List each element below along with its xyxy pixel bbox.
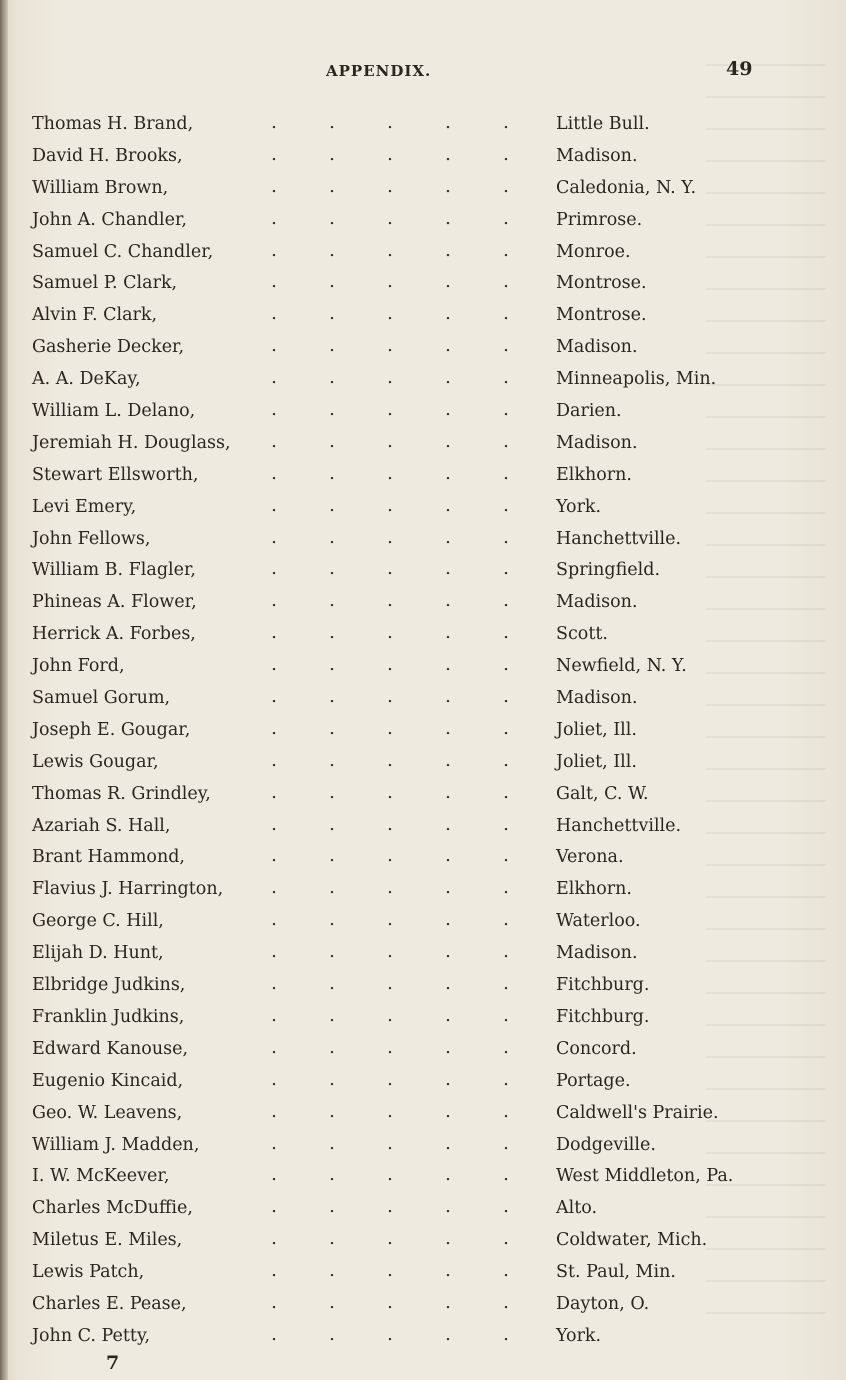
page-number: 49: [726, 58, 753, 80]
student-residence: Coldwater, Mich.: [556, 1230, 708, 1251]
dot-leader: . . . . .: [271, 686, 509, 708]
student-name: Thomas R. Grindley,: [32, 783, 211, 804]
student-residence: York.: [556, 1325, 602, 1346]
dot-leader: . . . . .: [271, 1068, 509, 1090]
dot-leader: . . . . .: [271, 1164, 509, 1186]
student-residence: Scott.: [556, 624, 608, 645]
dot-leader: . . . . .: [271, 1036, 509, 1058]
dot-leader: . . . . .: [271, 813, 509, 835]
dot-leader: . . . . .: [271, 1323, 509, 1345]
student-residence: Springfield.: [556, 560, 661, 581]
dot-leader: . . . . .: [271, 462, 509, 484]
student-residence: Galt, C. W.: [556, 783, 649, 804]
list-item: [0, 652, 846, 684]
student-residence: Verona.: [556, 847, 624, 868]
student-name: I. W. McKeever,: [32, 1166, 170, 1187]
student-name: Samuel P. Clark,: [32, 273, 178, 294]
student-residence: York.: [556, 496, 602, 517]
list-item: [0, 971, 846, 1003]
dot-leader: . . . . .: [271, 494, 509, 516]
list-item: [0, 1035, 846, 1067]
student-name: George C. Hill,: [32, 911, 164, 932]
student-residence: Hanchettville.: [556, 815, 682, 836]
student-residence: Madison.: [556, 432, 638, 453]
student-residence: Madison.: [556, 688, 638, 709]
student-name: Samuel C. Chandler,: [32, 241, 214, 262]
list-item: [0, 1099, 846, 1131]
student-residence: Madison.: [556, 145, 638, 166]
dot-leader: . . . . .: [271, 973, 509, 995]
student-name: Thomas H. Brand,: [32, 114, 194, 134]
dot-leader: . . . . .: [271, 112, 509, 133]
dot-leader: . . . . .: [271, 1260, 509, 1282]
dot-leader: . . . . .: [271, 143, 509, 165]
student-residence: Darien.: [556, 401, 622, 422]
dot-leader: . . . . .: [271, 877, 509, 899]
dot-leader: . . . . .: [271, 399, 509, 421]
student-name: William L. Delano,: [32, 401, 196, 422]
list-item: [0, 174, 846, 206]
student-list: [0, 110, 846, 1354]
student-residence: Portage.: [556, 1070, 631, 1091]
student-name: Charles E. Pease,: [32, 1293, 187, 1314]
dot-leader: . . . . .: [271, 558, 509, 580]
student-name: William Brown,: [32, 177, 169, 198]
student-residence: Waterloo.: [556, 911, 641, 932]
list-item: [0, 780, 846, 812]
list-item: [0, 1003, 846, 1035]
student-name: Phineas A. Flower,: [32, 592, 197, 613]
student-residence: Elkhorn.: [556, 464, 632, 485]
list-item: [0, 1194, 846, 1226]
list-item: [0, 206, 846, 238]
dot-leader: . . . . .: [271, 1228, 509, 1250]
list-item: [0, 588, 846, 620]
list-item: [0, 1258, 846, 1290]
student-name: Gasherie Decker,: [32, 337, 185, 358]
student-name: Charles McDuffie,: [32, 1198, 193, 1219]
student-name: John Fellows,: [32, 528, 151, 549]
list-item: [0, 110, 846, 142]
student-name: John A. Chandler,: [32, 209, 187, 230]
student-residence: West Middleton, Pa.: [556, 1166, 734, 1187]
student-residence: Dodgeville.: [556, 1134, 656, 1155]
dot-leader: . . . . .: [271, 749, 509, 771]
student-name: Eugenio Kincaid,: [32, 1070, 184, 1091]
student-name: Azariah S. Hall,: [32, 815, 171, 836]
list-item: [0, 397, 846, 429]
list-item: [0, 684, 846, 716]
dot-leader: . . . . .: [271, 1100, 509, 1122]
dot-leader: . . . . .: [271, 1291, 509, 1313]
list-item: [0, 907, 846, 939]
dot-leader: . . . . .: [271, 430, 509, 452]
student-name: Edward Kanouse,: [32, 1038, 189, 1059]
student-residence: Caledonia, N. Y.: [556, 177, 697, 198]
list-item: [0, 1067, 846, 1099]
list-item: [0, 1290, 846, 1322]
dot-leader: . . . . .: [271, 717, 509, 739]
student-name: Elijah D. Hunt,: [32, 943, 164, 964]
student-residence: Little Bull.: [556, 114, 650, 134]
student-name: Brant Hammond,: [32, 847, 185, 868]
student-residence: Alto.: [556, 1198, 598, 1219]
student-name: Samuel Gorum,: [32, 688, 171, 709]
dot-leader: . . . . .: [271, 590, 509, 612]
list-item: [0, 875, 846, 907]
list-item: [0, 939, 846, 971]
student-residence: Concord.: [556, 1038, 637, 1059]
dot-leader: . . . . .: [271, 367, 509, 389]
student-residence: Montrose.: [556, 273, 647, 294]
student-name: Elbridge Judkins,: [32, 975, 186, 996]
list-item: [0, 812, 846, 844]
dot-leader: . . . . .: [271, 1004, 509, 1026]
list-item: [0, 1131, 846, 1163]
student-name: Lewis Patch,: [32, 1262, 145, 1283]
student-residence: Joliet, Ill.: [556, 719, 637, 740]
dot-leader: . . . . .: [271, 654, 509, 676]
student-name: Stewart Ellsworth,: [32, 464, 199, 485]
student-name: A. A. DeKay,: [32, 369, 141, 390]
dot-leader: . . . . .: [271, 526, 509, 548]
student-name: Flavius J. Harrington,: [32, 879, 224, 900]
student-name: Geo. W. Leavens,: [32, 1102, 183, 1123]
list-item: [0, 429, 846, 461]
dot-leader: . . . . .: [271, 1196, 509, 1218]
dot-leader: . . . . .: [271, 909, 509, 931]
student-residence: Joliet, Ill.: [556, 751, 637, 772]
list-item: [0, 748, 846, 780]
dot-leader: . . . . .: [271, 239, 509, 261]
list-item: [0, 1226, 846, 1258]
list-item: [0, 365, 846, 397]
running-head: APPENDIX.: [326, 62, 432, 80]
list-item: [0, 333, 846, 365]
list-item: [0, 493, 846, 525]
student-residence: Hanchettville.: [556, 528, 682, 549]
student-name: Miletus E. Miles,: [32, 1230, 183, 1251]
student-residence: Elkhorn.: [556, 879, 632, 900]
student-name: John Ford,: [32, 656, 125, 677]
dot-leader: . . . . .: [271, 335, 509, 357]
student-residence: Madison.: [556, 943, 638, 964]
student-residence: Monroe.: [556, 241, 631, 262]
signature-mark: 7: [106, 1352, 120, 1374]
student-name: William B. Flagler,: [32, 560, 196, 581]
student-name: Franklin Judkins,: [32, 1006, 185, 1027]
student-residence: Madison.: [556, 592, 638, 613]
student-name: John C. Petty,: [32, 1325, 151, 1346]
list-item: [0, 1322, 846, 1354]
student-residence: Montrose.: [556, 305, 647, 326]
student-residence: Fitchburg.: [556, 975, 650, 996]
dot-leader: . . . . .: [271, 271, 509, 293]
dot-leader: . . . . .: [271, 207, 509, 229]
list-item: [0, 301, 846, 333]
student-name: Herrick A. Forbes,: [32, 624, 196, 645]
student-residence: Minneapolis, Min.: [556, 369, 717, 390]
student-name: Levi Emery,: [32, 496, 137, 517]
student-residence: Dayton, O.: [556, 1293, 650, 1314]
list-item: [0, 238, 846, 270]
student-name: Lewis Gougar,: [32, 751, 159, 772]
student-name: William J. Madden,: [32, 1134, 200, 1155]
student-residence: Caldwell's Prairie.: [556, 1102, 719, 1123]
student-name: Alvin F. Clark,: [32, 305, 158, 326]
student-residence: Fitchburg.: [556, 1006, 650, 1027]
dot-leader: . . . . .: [271, 845, 509, 867]
list-item: [0, 1162, 846, 1194]
student-residence: Primrose.: [556, 209, 643, 230]
dot-leader: . . . . .: [271, 1132, 509, 1154]
student-name: David H. Brooks,: [32, 145, 183, 166]
dot-leader: . . . . .: [271, 781, 509, 803]
page-header: [0, 58, 846, 88]
list-item: [0, 269, 846, 301]
dot-leader: . . . . .: [271, 303, 509, 325]
list-item: [0, 620, 846, 652]
list-item: [0, 556, 846, 588]
student-residence: Newfield, N. Y.: [556, 656, 687, 677]
student-residence: Madison.: [556, 337, 638, 358]
list-item: [0, 843, 846, 875]
student-name: Joseph E. Gougar,: [32, 719, 191, 740]
dot-leader: . . . . .: [271, 941, 509, 963]
list-item: [0, 142, 846, 174]
list-item: [0, 716, 846, 748]
student-residence: St. Paul, Min.: [556, 1262, 676, 1283]
student-name: Jeremiah H. Douglass,: [32, 432, 231, 453]
dot-leader: . . . . .: [271, 622, 509, 644]
list-item: [0, 461, 846, 493]
list-item: [0, 525, 846, 557]
dot-leader: . . . . .: [271, 175, 509, 197]
